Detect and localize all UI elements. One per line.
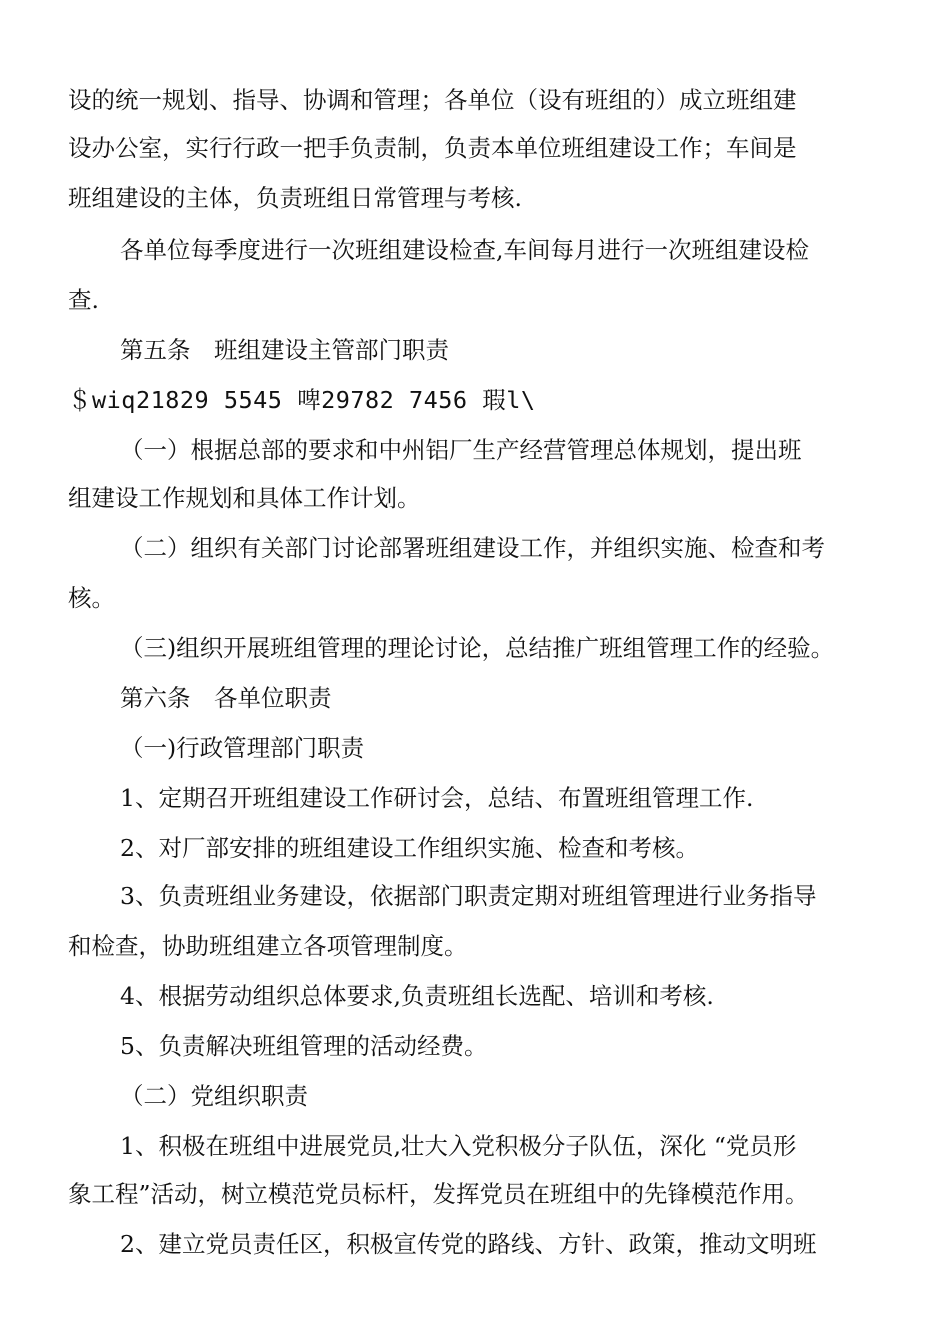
section-heading: （一)行政管理部门职责 <box>120 734 365 762</box>
text-line: （三)组织开展班组管理的理论讨论，总结推广班组管理工作的经验。 <box>120 634 835 662</box>
article-heading: 第五条 班组建设主管部门职责 <box>120 336 449 364</box>
list-item: 5、负责解决班组管理的活动经费。 <box>120 1032 488 1060</box>
article-heading: 第六条 各单位职责 <box>120 684 332 712</box>
text-line: 设的统一规划、指导、协调和管理；各单位（设有班组的）成立班组建 <box>68 86 797 114</box>
list-item: 4、根据劳动组织总体要求,负责班组长选配、培训和考核. <box>120 982 714 1010</box>
list-item: 1、定期召开班组建设工作研讨会，总结、布置班组管理工作. <box>120 784 754 812</box>
list-item-continued: 象工程”活动，树立模范党员标杆，发挥党员在班组中的先锋模范作用。 <box>68 1180 809 1208</box>
garbled-text-line: ＄wiq21829 5545 啤29782 7456 瑕l\ <box>68 386 536 414</box>
text-line: （一）根据总部的要求和中州铝厂生产经营管理总体规划，提出班 <box>120 436 802 464</box>
text-line: （二）组织有关部门讨论部署班组建设工作，并组织实施、检查和考 <box>120 534 825 562</box>
text-line: 各单位每季度进行一次班组建设检查,车间每月进行一次班组建设检 <box>120 236 809 264</box>
section-heading: （二）党组织职责 <box>120 1082 308 1110</box>
text-line: 设办公室，实行行政一把手负责制，负责本单位班组建设工作；车间是 <box>68 134 797 162</box>
list-item: 2、对厂部安排的班组建设工作组织实施、检查和考核。 <box>120 834 699 862</box>
list-item: 2、建立党员责任区，积极宣传党的路线、方针、政策，推动文明班 <box>120 1230 817 1258</box>
list-item: 1、积极在班组中进展党员,壮大入党积极分子队伍，深化 “党员形 <box>120 1132 797 1160</box>
text-line: 核。 <box>68 584 115 612</box>
text-line: 组建设工作规划和具体工作计划。 <box>68 484 421 512</box>
list-item: 3、负责班组业务建设，依据部门职责定期对班组管理进行业务指导 <box>120 882 817 910</box>
text-line: 查. <box>68 286 99 314</box>
text-line: 班组建设的主体，负责班组日常管理与考核. <box>68 184 522 212</box>
list-item-continued: 和检查，协助班组建立各项管理制度。 <box>68 932 468 960</box>
